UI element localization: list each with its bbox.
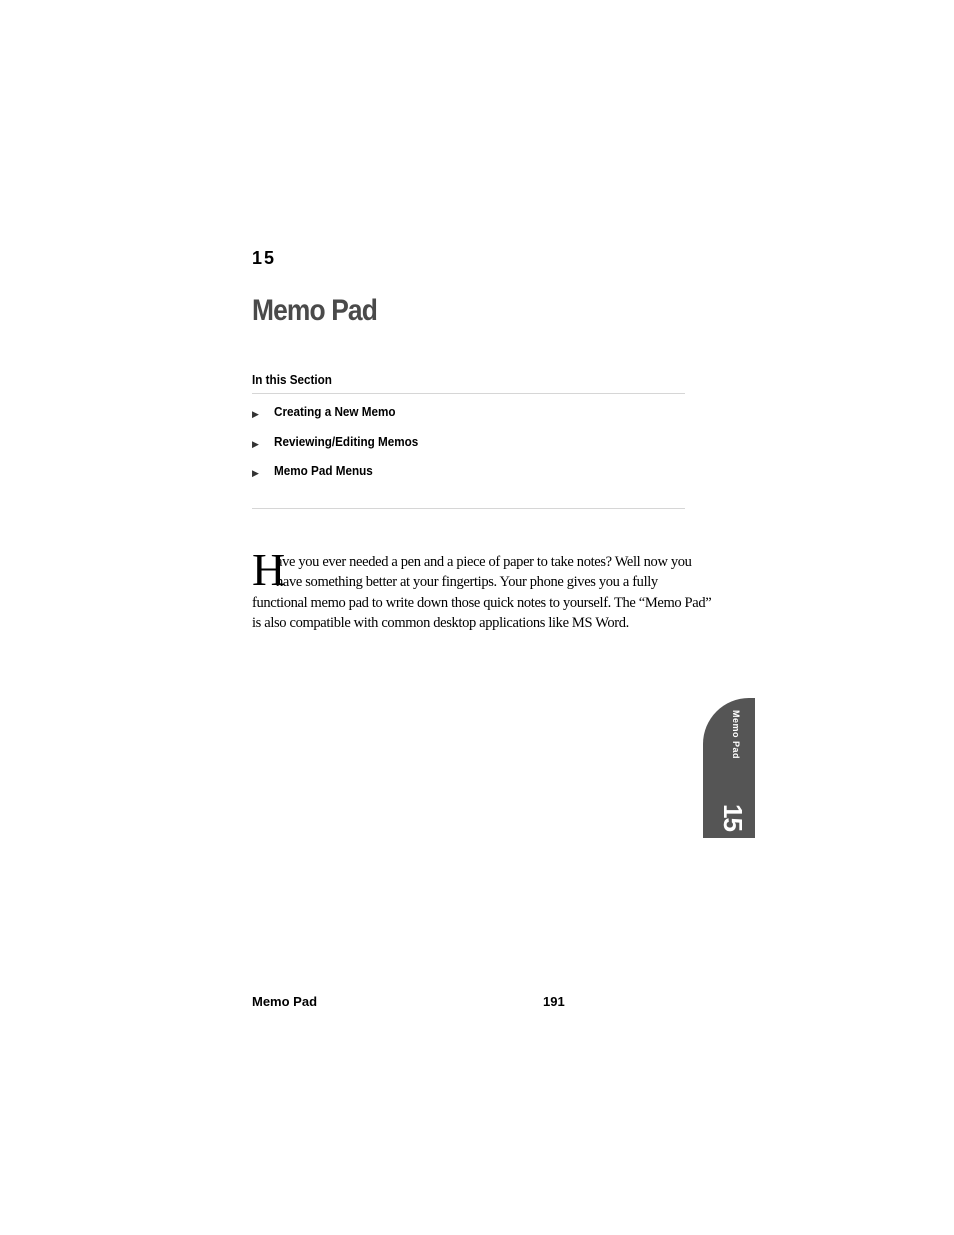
intro-line: have something better at your fingertips. Your phone gives you a fully <box>276 574 658 591</box>
drop-cap: H <box>252 544 286 595</box>
bullet-arrow-icon: ▶ <box>252 468 259 478</box>
toc-item-memo-pad-menus[interactable] <box>252 463 434 493</box>
intro-line: functional memo pad to write down those quick notes to yourself. The “Memo Pad” <box>252 594 712 611</box>
thumb-tab-number: 15 <box>718 804 748 831</box>
toc-item-label: Reviewing/Editing Memos <box>274 433 419 449</box>
section-top-rule <box>252 393 685 394</box>
toc-item-label: Creating a New Memo <box>274 404 396 419</box>
chapter-title: Memo Pad <box>252 294 377 327</box>
footer-page-number: 191 <box>543 994 565 1009</box>
bullet-arrow-icon: ▶ <box>252 438 259 449</box>
in-this-section-heading: In this Section <box>252 372 332 387</box>
footer-section-title: Memo Pad <box>252 994 318 1009</box>
section-contents-list <box>252 404 434 493</box>
toc-item-label: Memo Pad Menus <box>274 463 373 478</box>
toc-item-reviewing-editing-memos[interactable] <box>252 434 434 464</box>
section-bottom-rule <box>252 508 685 509</box>
toc-item-creating-new-memo[interactable] <box>252 404 434 434</box>
intro-paragraph <box>252 552 712 633</box>
intro-line: ave you ever needed a pen and a piece of paper to take notes? Well now you <box>276 554 692 570</box>
chapter-number: 15 <box>252 248 277 268</box>
thumb-tab-label: Memo Pad <box>731 710 741 760</box>
intro-line: is also compatible with common desktop applications like MS Word. <box>252 614 629 631</box>
bullet-arrow-icon: ▶ <box>252 409 259 419</box>
